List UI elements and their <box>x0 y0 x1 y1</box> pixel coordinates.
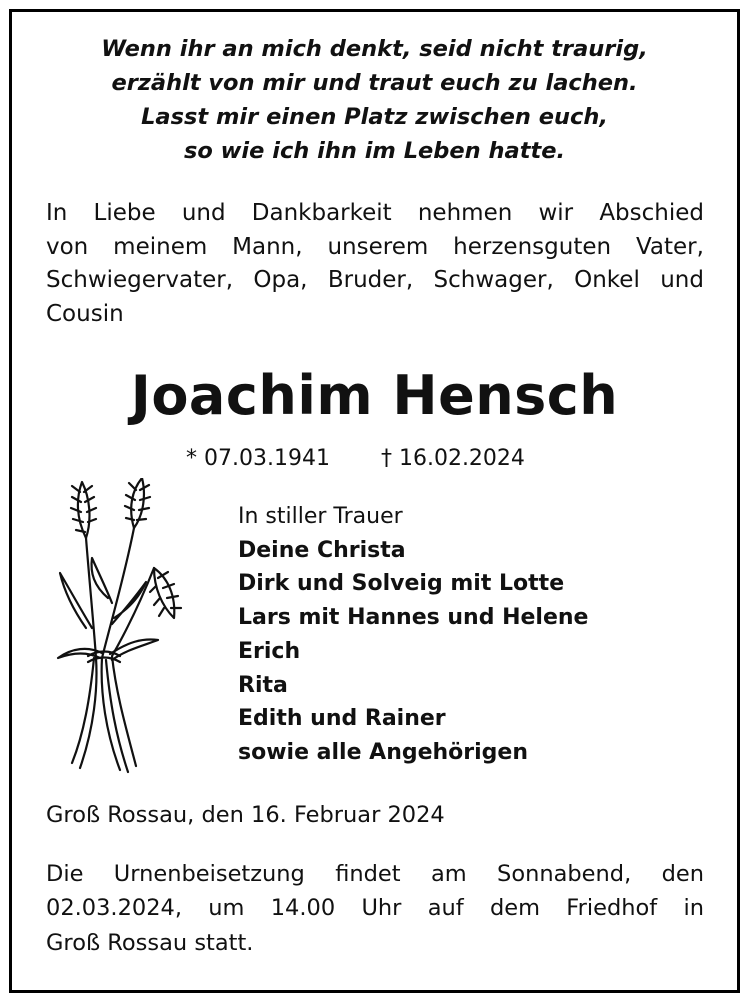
death-date: † 16.02.2024 <box>380 446 525 471</box>
mourner-name: Erich <box>238 638 301 664</box>
word: dem <box>489 895 541 922</box>
word: Dankbarkeit <box>251 200 392 226</box>
burial-line: Groß Rossau statt. <box>46 929 254 956</box>
word: Die <box>46 861 84 887</box>
word: auf <box>427 895 464 922</box>
word: Schwiegervater, <box>46 267 234 294</box>
burial-line <box>46 891 704 925</box>
mourner-name: sowie alle Angehörigen <box>238 739 529 765</box>
word: Vater, <box>635 233 704 260</box>
word: Bruder, <box>327 267 414 294</box>
word: herzensguten <box>453 233 612 260</box>
word: und <box>660 267 704 294</box>
word: von <box>46 233 89 260</box>
poem-line: so wie ich ihn im Leben hatte. <box>183 138 566 164</box>
mourners-list <box>238 500 588 770</box>
word: nehmen <box>417 200 513 226</box>
word: Abschied <box>599 200 704 226</box>
word: Liebe <box>93 200 156 226</box>
intro-line <box>46 264 704 298</box>
mourner-name: Lars mit Hannes und Helene <box>238 605 589 631</box>
word: um <box>208 895 245 922</box>
word: unserem <box>327 233 429 260</box>
mourners-heading: In stiller Trauer <box>238 504 403 529</box>
word: findet <box>335 861 401 887</box>
mourner-name: Deine Christa <box>238 537 406 563</box>
word: Friedhof <box>566 895 658 922</box>
intro-line <box>46 231 704 265</box>
mourner-name: Dirk und Solveig mit Lotte <box>238 571 565 597</box>
intro-line <box>46 197 704 231</box>
place-and-date: Groß Rossau, den 16. Februar 2024 <box>46 802 445 828</box>
word: Mann, <box>232 233 303 260</box>
poem <box>0 32 749 168</box>
mourner-name: Rita <box>238 672 288 698</box>
life-dates <box>186 444 525 474</box>
burial-info <box>46 857 704 960</box>
word: Uhr <box>361 895 402 922</box>
wheat-bundle-icon <box>50 478 200 774</box>
deceased-name: Joachim Hensch <box>130 364 619 427</box>
word: 02.03.2024, <box>46 895 182 922</box>
word: wir <box>538 200 574 226</box>
word: Sonnabend, <box>497 861 632 887</box>
word: Urnenbeisetzung <box>113 861 305 887</box>
birth-date: * 07.03.1941 <box>186 446 330 471</box>
intro-text <box>46 197 704 332</box>
intro-line: Cousin <box>46 301 124 328</box>
word: 14.00 <box>270 895 336 922</box>
mourner-name: Edith und Rainer <box>238 706 446 732</box>
poem-line: Wenn ihr an mich denkt, seid nicht traurig, <box>101 36 648 62</box>
word: den <box>661 861 704 887</box>
word: meinem <box>113 233 208 260</box>
word: Opa, <box>253 267 308 294</box>
word: in <box>683 895 704 922</box>
word: und <box>181 200 226 226</box>
word: Onkel <box>574 267 640 294</box>
poem-line: Lasst mir einen Platz zwischen euch, <box>141 104 608 130</box>
burial-line <box>46 857 704 891</box>
word: Schwager, <box>433 267 554 294</box>
word: In <box>46 200 68 226</box>
poem-line: erzählt von mir und traut euch zu lachen. <box>111 70 638 96</box>
word: am <box>430 861 467 887</box>
